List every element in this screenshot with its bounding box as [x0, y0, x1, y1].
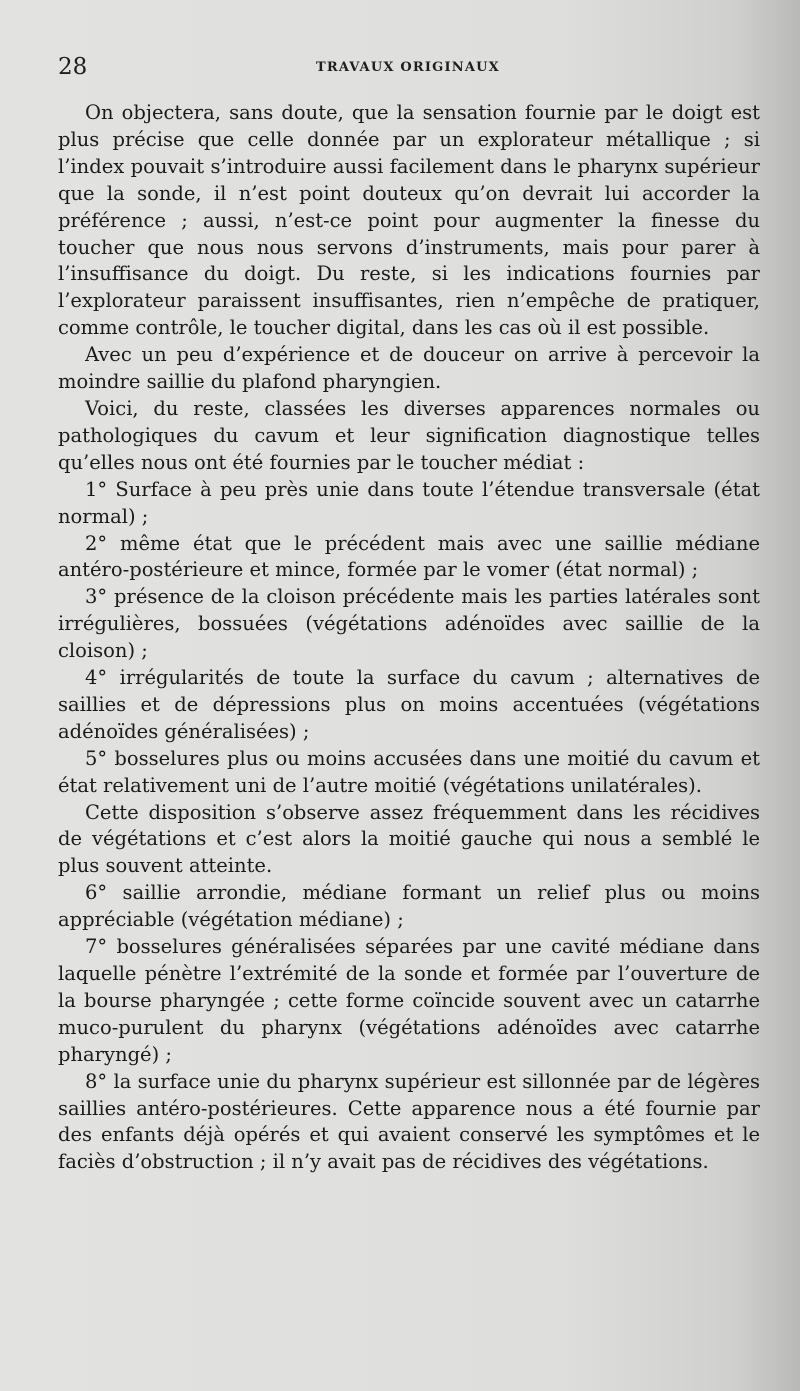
list-item: 4° irrégularités de toute la surface du cavum ; alternatives de saillies et de dépressions plus on moins accentuées (végétations adénoïdes généralisées) ;: [58, 666, 760, 743]
list-item: 7° bosselures généralisées séparées par une cavité médiane dans laquelle pénètre l’extrémité de la sonde et formée par l’ouverture de la bourse pharyngée ; cette forme coïncide souvent avec un catarrhe muco-purulent du pharynx (végétations adénoïdes avec catarrhe pharyngé) ;: [58, 935, 760, 1066]
paragraph: Cette disposition s’observe assez fréquemment dans les récidives de végétations et c’est alors la moitié gauche qui nous a semblé le plus souvent atteinte.: [58, 800, 760, 878]
list-item: 6° saillie arrondie, médiane formant un relief plus ou moins appréciable (végétation médiane) ;: [58, 881, 760, 932]
paragraph: On objectera, sans doute, que la sensation fournie par le doigt est plus précise que celle donnée par un explorateur métallique ; si l’index pouvait s’introduire aussi facilement dans le pharynx supérieur que la sonde, il n’est point douteux qu’on devrait lui accorder la préférence ; aussi, n’est-ce point pour augmenter la finesse du toucher que nous nous servons d’instruments, mais pour parer à l’insuffisance du doigt. Du reste, si les indications fournies par l’explorateur paraissent insuffisantes, rien n’empêche de pratiquer, comme contrôle, le toucher digital, dans les cas où il est possible.: [58, 101, 760, 340]
list-item: 2° même état que le précédent mais avec une saillie médiane antéro-postérieure et mince, formée par le vomer (état normal) ;: [58, 531, 760, 582]
list-item: 1° Surface à peu près unie dans toute l’étendue transversale (état normal) ;: [58, 477, 760, 528]
paragraph: Voici, du reste, classées les diverses apparences normales ou pathologiques du cavum et leur signification diagnostique telles qu’elles nous ont été fournies par le toucher médiat :: [58, 396, 760, 474]
paragraph: Avec un peu d’expérience et de douceur on arrive à percevoir la moindre saillie du plafond pharyngien.: [58, 343, 760, 394]
list-item: 3° présence de la cloison précédente mais les parties latérales sont irrégulières, bossuées (végétations adénoïdes avec saillie de la cloison) ;: [58, 585, 760, 663]
body-text: [58, 100, 760, 1176]
list-item: 5° bosselures plus ou moins accusées dans une moitié du cavum et état relativement uni de l’autre moitié (végétations unilatérales).: [58, 746, 760, 797]
page-number: 28: [58, 54, 88, 80]
page-header: [58, 54, 758, 84]
running-title: TRAVAUX ORIGINAUX: [316, 60, 500, 75]
list-item: 8° la surface unie du pharynx supérieur est sillonnée par de légères saillies antéro-postérieures. Cette apparence nous a été fournie par des enfants déjà opérés et qui avaient conservé les symptômes et le faciès d’obstruction ; il n’y avait pas de récidives des végétations.: [58, 1069, 760, 1174]
